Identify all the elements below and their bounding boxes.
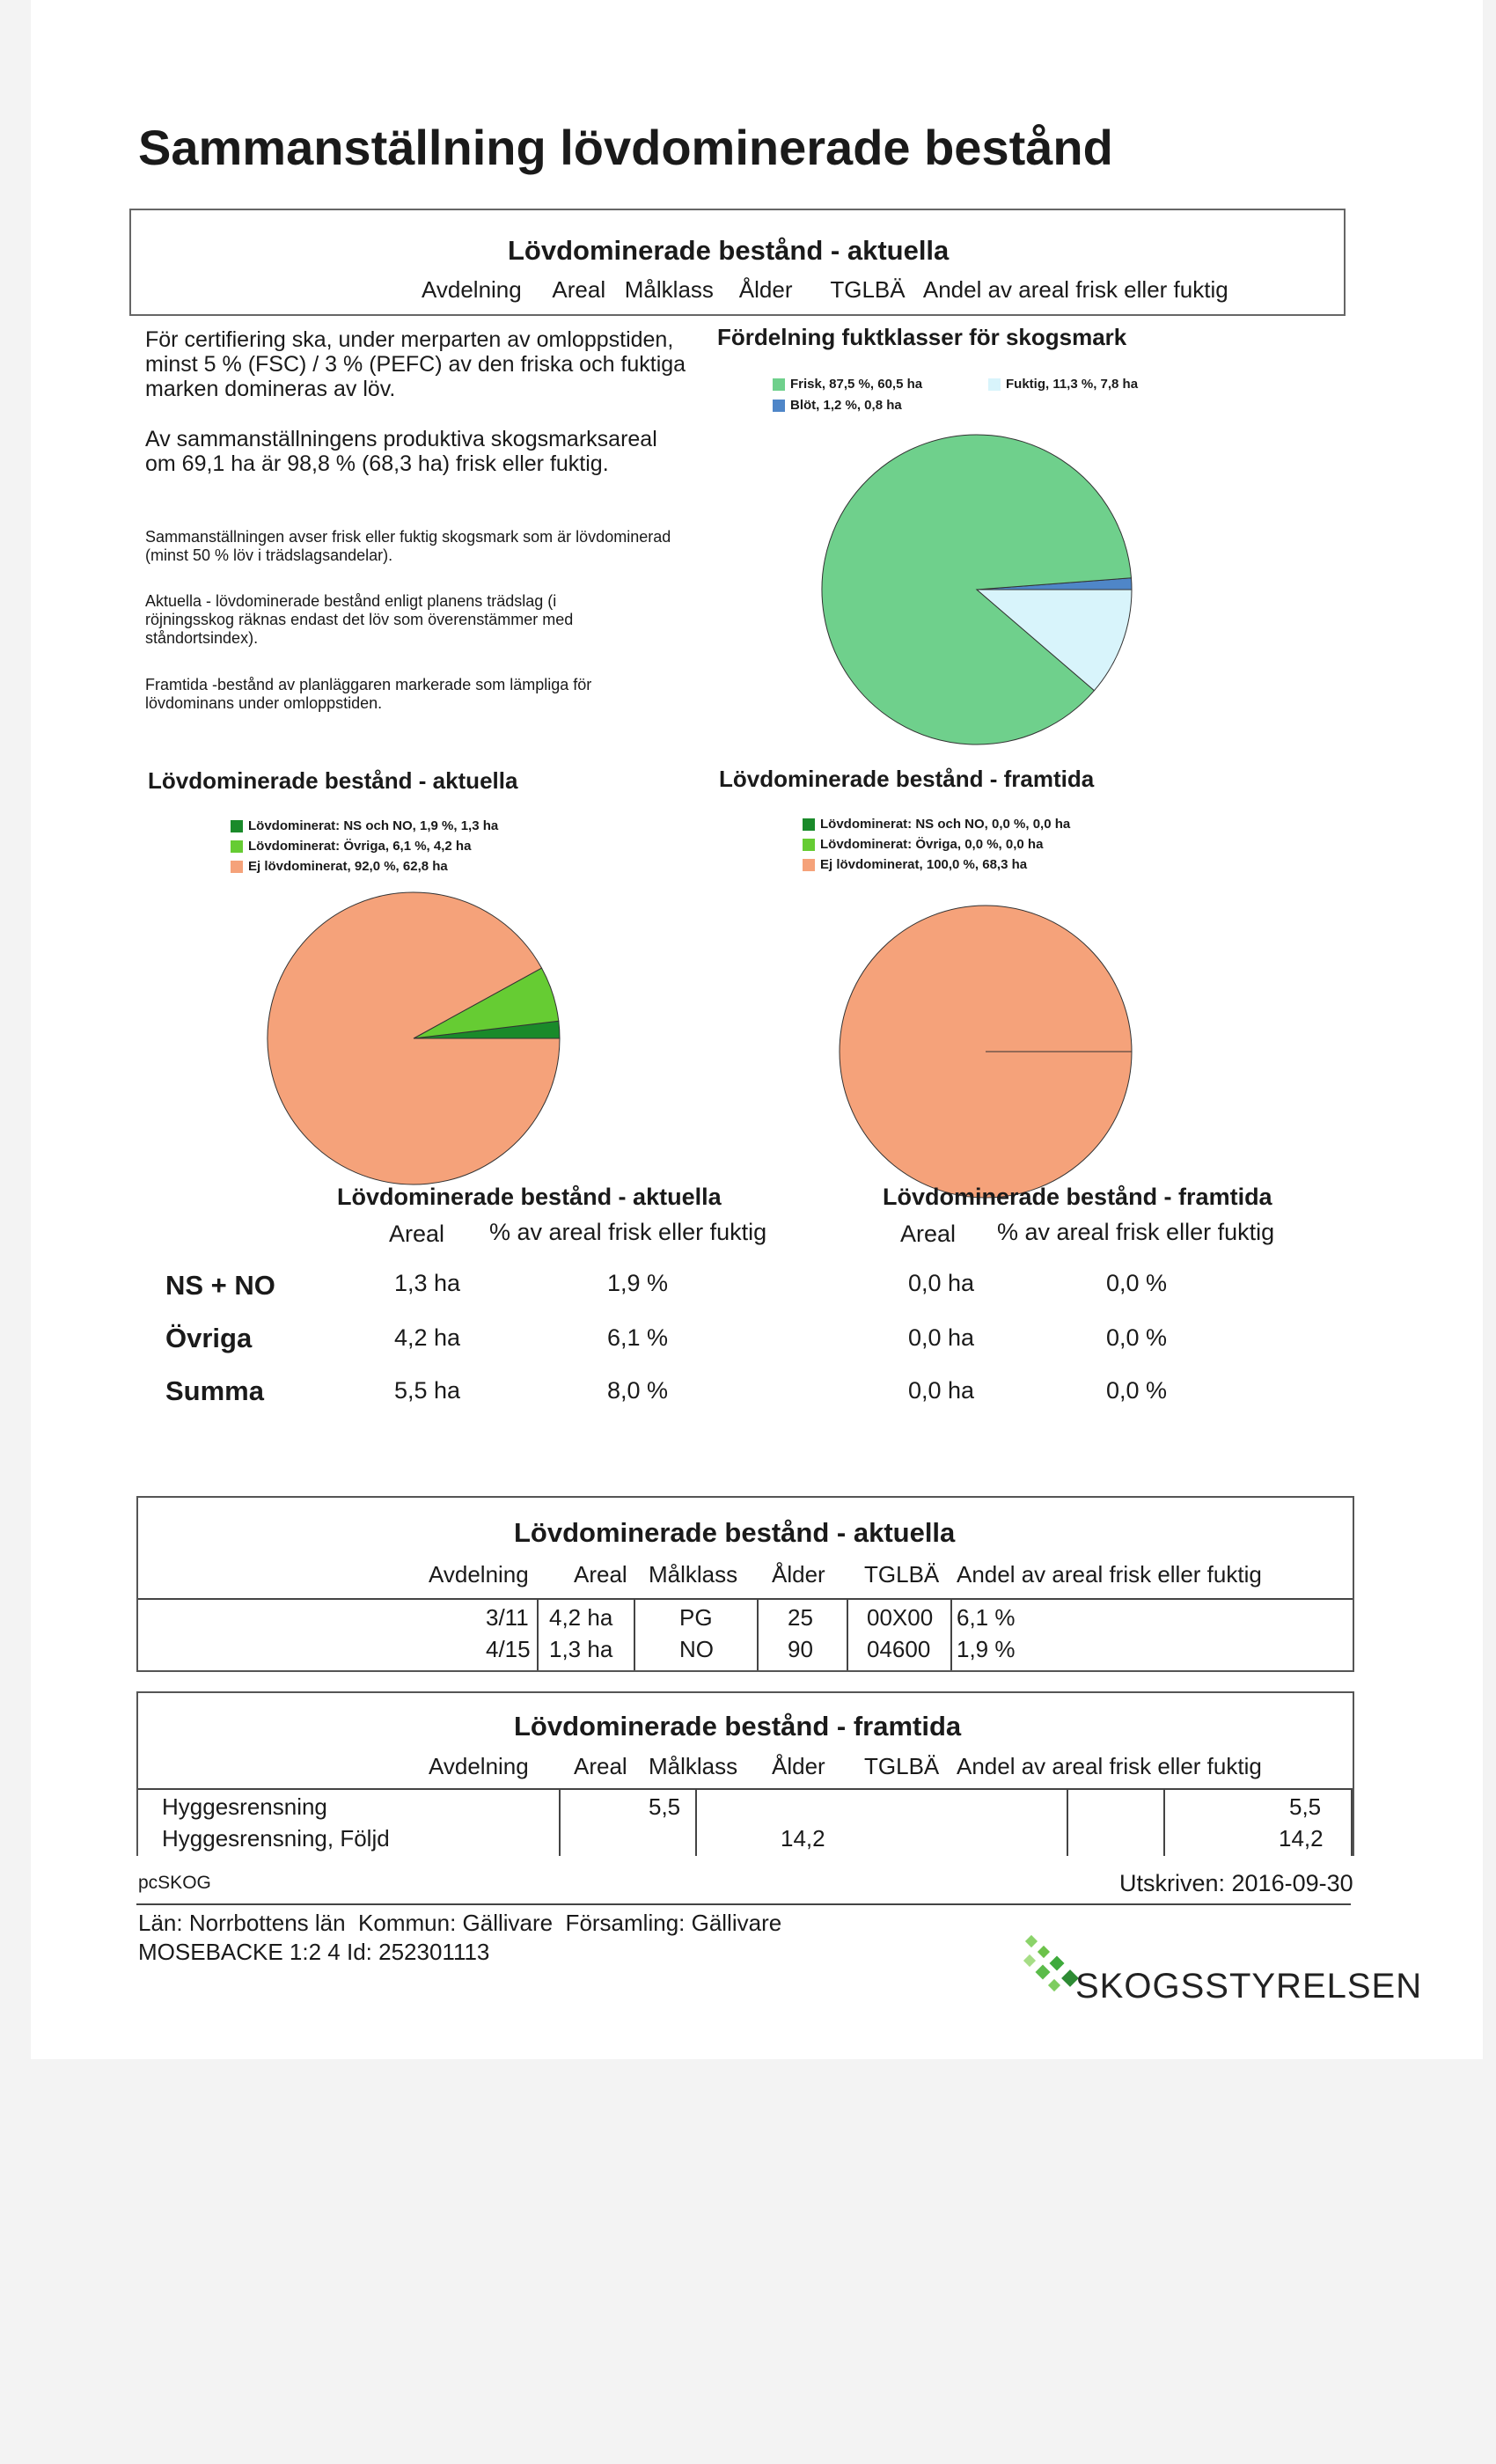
table-cell: 5,5 (649, 1793, 681, 1820)
col-header: Areal (574, 1753, 627, 1779)
info-paragraph-4: Aktuella - lövdominerade bestånd enligt planens trädslag (i röjningsskog räknas endast det löv som överenstämmer med ståndortsindex). (145, 592, 574, 647)
table-cell: 3/11 (486, 1604, 529, 1631)
legend-swatch (773, 378, 785, 391)
table-cell: 4,2 ha (549, 1604, 613, 1631)
page-title: Sammanställning lövdominerade bestånd (138, 120, 1113, 175)
summary-framtida-areal-header: Areal (900, 1221, 957, 1247)
table-cell: 1,3 ha (549, 1636, 613, 1662)
table-cell: 04600 (867, 1636, 931, 1662)
divider (138, 1598, 1353, 1600)
legend-swatch (988, 378, 1001, 391)
aktuella-pie-chart (264, 889, 563, 1188)
divider (537, 1598, 539, 1670)
aktuella-chart-title: Lövdominerade bestånd - aktuella (148, 767, 518, 794)
table-framtida (136, 1691, 1354, 1856)
table-aktuella-title: Lövdominerade bestånd - aktuella (514, 1517, 956, 1548)
aktuella-legend-ej (231, 859, 448, 874)
col-header: Andel av areal frisk eller fuktig (957, 1561, 1262, 1588)
skogsstyrelsen-logo-text: SKOGSSTYRELSEN (1075, 1967, 1423, 2006)
divider (138, 1788, 1353, 1790)
table-cell: Hyggesrensning, Följd (162, 1825, 390, 1852)
table-cell: 1,9 % (957, 1636, 1016, 1662)
info-paragraph-2: Av sammanställningens produktiva skogsmarksareal om 69,1 ha är 98,8 % (68,3 ha) frisk eller fuktig. (145, 427, 657, 476)
table-cell: NO (679, 1636, 714, 1662)
location-info: Län: Norrbottens län Kommun: Gällivare Församling: Gällivare (138, 1910, 782, 1936)
legend-swatch (803, 818, 815, 831)
pie-slice-ej-lövdominerat (268, 892, 560, 1184)
table-cell: 00X00 (867, 1604, 934, 1631)
legend-label: Lövdominerat: NS och NO, 0,0 %, 0,0 ha (820, 817, 1071, 832)
summary-aktuella-pct-header: % av areal frisk eller fuktig (489, 1219, 767, 1245)
framtida-legend-ns-no (803, 817, 1070, 832)
summary-aktuella-title: Lövdominerade bestånd - aktuella (337, 1184, 722, 1210)
software-name: pcSKOG (138, 1873, 211, 1893)
col-header: Areal (574, 1561, 627, 1588)
col-header: Ålder (772, 1753, 825, 1779)
legend-swatch (231, 840, 243, 853)
legend-label: Lövdominerat: NS och NO, 1,9 %, 1,3 ha (248, 818, 499, 833)
framtida-legend-ovriga (803, 837, 1043, 852)
table-cell: PG (679, 1604, 713, 1631)
fukt-legend-item-fuktig (988, 377, 1138, 392)
aktuella-legend-ovriga (231, 839, 471, 854)
summary-cell: 0,0 % (1106, 1270, 1168, 1296)
legend-label: Fuktig, 11,3 %, 7,8 ha (1006, 377, 1139, 392)
divider (757, 1598, 759, 1670)
info-paragraph-5: Framtida -bestånd av planläggaren markerade som lämpliga för lövdominans under omloppstiden. (145, 676, 592, 712)
summary-framtida-pct-header: % av areal frisk eller fuktig (997, 1219, 1275, 1245)
fukt-pie-chart (818, 431, 1135, 748)
divider (695, 1788, 697, 1856)
legend-swatch (803, 839, 815, 851)
legend-label: Lövdominerat: Övriga, 6,1 %, 4,2 ha (248, 839, 472, 854)
legend-label: Lövdominerat: Övriga, 0,0 %, 0,0 ha (820, 837, 1044, 852)
col-header: TGLBÄ (864, 1561, 940, 1588)
fukt-legend-item-frisk (773, 377, 922, 392)
legend-label: Frisk, 87,5 %, 60,5 ha (790, 377, 923, 392)
divider (1351, 1788, 1353, 1856)
top-header-box (129, 209, 1346, 316)
print-date: Utskriven: 2016-09-30 (1119, 1870, 1353, 1896)
legend-swatch (231, 820, 243, 832)
col-header: Målklass (649, 1753, 738, 1779)
framtida-pie-chart (836, 902, 1135, 1201)
summary-cell: 6,1 % (607, 1324, 669, 1351)
summary-cell: 0,0 ha (908, 1324, 975, 1351)
legend-swatch (803, 859, 815, 871)
summary-cell: 8,0 % (607, 1377, 669, 1404)
col-header: Målklass (649, 1561, 738, 1588)
table-cell: 14,2 (781, 1825, 825, 1852)
col-header: TGLBÄ (864, 1753, 940, 1779)
summary-row-label: NS + NO (165, 1270, 275, 1301)
summary-cell: 4,2 ha (394, 1324, 461, 1351)
table-cell: Hyggesrensning (162, 1793, 327, 1820)
legend-label: Ej lövdominerat, 92,0 %, 62,8 ha (248, 859, 448, 874)
property-info: MOSEBACKE 1:2 4 Id: 252301113 (138, 1939, 490, 1965)
fukt-legend-item-blot (773, 398, 902, 413)
divider (634, 1598, 635, 1670)
table-cell: 14,2 (1279, 1825, 1324, 1852)
footer-divider (136, 1903, 1351, 1905)
framtida-chart-title: Lövdominerade bestånd - framtida (719, 766, 1095, 792)
table-cell: 4/15 (486, 1636, 531, 1662)
summary-framtida-title: Lövdominerade bestånd - framtida (883, 1184, 1272, 1210)
summary-cell: 0,0 ha (908, 1270, 975, 1296)
col-header: Avdelning (429, 1561, 529, 1588)
top-box-title: Lövdominerade bestånd - aktuella (508, 235, 950, 266)
summary-cell: 1,3 ha (394, 1270, 461, 1296)
legend-swatch (773, 400, 785, 412)
aktuella-legend-ns-no (231, 818, 498, 833)
col-header: Ålder (772, 1561, 825, 1588)
table-framtida-title: Lövdominerade bestånd - framtida (514, 1711, 962, 1742)
table-cell: 5,5 (1289, 1793, 1322, 1820)
divider (950, 1598, 952, 1670)
info-paragraph-1: För certifiering ska, under merparten av omloppstiden, minst 5 % (FSC) / 3 % (PEFC) av den friska och fuktiga marken domineras av löv. (145, 327, 686, 401)
top-box-headers: Avdelning Areal Målklass Ålder TGLBÄ Andel av areal frisk eller fuktig (422, 276, 1228, 303)
fukt-chart-title: Fördelning fuktklasser för skogsmark (717, 324, 1127, 350)
col-header: Andel av areal frisk eller fuktig (957, 1753, 1262, 1779)
summary-row-label: Övriga (165, 1323, 253, 1353)
framtida-legend-ej (803, 857, 1027, 872)
divider (847, 1598, 848, 1670)
summary-aktuella-areal-header: Areal (389, 1221, 445, 1247)
legend-label: Ej lövdominerat, 100,0 %, 68,3 ha (820, 857, 1028, 872)
table-cell: 25 (788, 1604, 813, 1631)
summary-cell: 0,0 ha (908, 1377, 975, 1404)
table-cell: 6,1 % (957, 1604, 1016, 1631)
summary-row-label: Summa (165, 1375, 264, 1406)
divider (1067, 1788, 1068, 1856)
table-cell: 90 (788, 1636, 813, 1662)
summary-cell: 5,5 ha (394, 1377, 461, 1404)
table-aktuella (136, 1496, 1354, 1672)
summary-cell: 1,9 % (607, 1270, 669, 1296)
divider (559, 1788, 561, 1856)
legend-swatch (231, 861, 243, 873)
summary-cell: 0,0 % (1106, 1324, 1168, 1351)
info-paragraph-3: Sammanställningen avser frisk eller fuktig skogsmark som är lövdominerad (minst 50 % löv i trädslagsandelar). (145, 528, 671, 564)
divider (1163, 1788, 1165, 1856)
legend-label: Blöt, 1,2 %, 0,8 ha (790, 398, 902, 413)
summary-cell: 0,0 % (1106, 1377, 1168, 1404)
col-header: Avdelning (429, 1753, 529, 1779)
